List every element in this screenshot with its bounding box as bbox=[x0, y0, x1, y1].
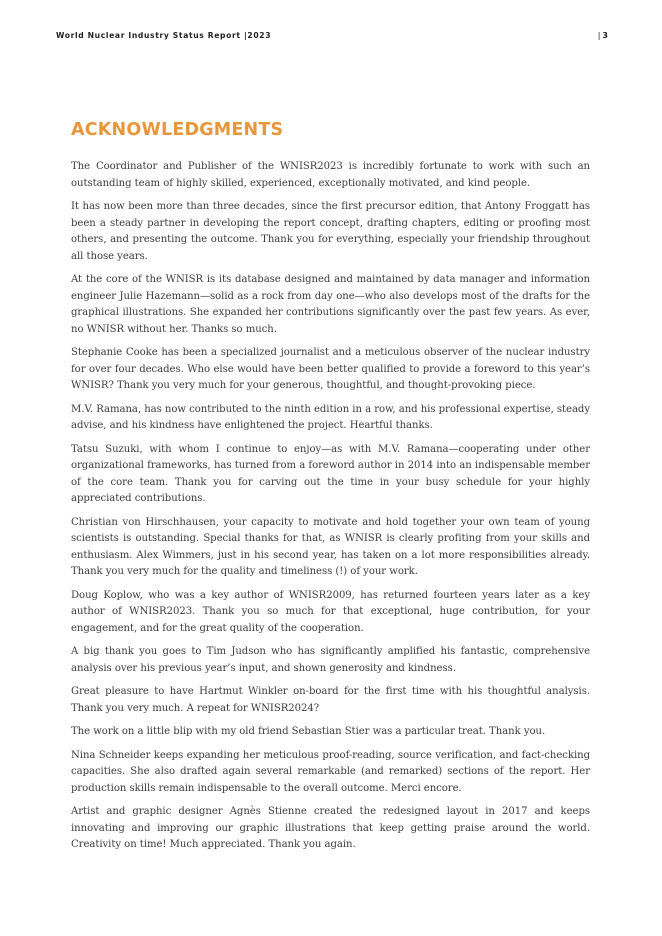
running-title: World Nuclear Industry Status Report |2023 bbox=[56, 30, 272, 40]
paragraph: Stephanie Cooke has been a specialized journalist and a meticulous observer of the nuclear industry for over four decades. Who else would have been better qualified to provide a foreword to this year’s WNISR? Thank you very much for your generous, thoughtful, and thought-provoking piece. bbox=[71, 347, 590, 391]
paragraph: A big thank you goes to Tim Judson who has significantly amplified his fantastic, comprehensive analysis over his previous year’s input, and shown generosity and kindness. bbox=[71, 646, 590, 674]
running-header bbox=[56, 28, 608, 42]
page-number: 3 bbox=[602, 30, 608, 40]
paragraph: It has now been more than three decades, since the first precursor edition, that Antony Froggatt has been a steady partner in developing the report concept, drafting chapters, editing or proofing most others, and presenting the outcome. Thank you for everything, especially your friendship throughout all those years. bbox=[71, 201, 590, 262]
paragraph: Doug Koplow, who was a key author of WNISR2009, has returned fourteen years later as a key author of WNISR2023. Thank you so much for that exceptional, huge contribution, for your engagement, and for the great quality of the cooperation. bbox=[71, 589, 590, 634]
acknowledgments-body bbox=[71, 159, 590, 861]
paragraph: Nina Schneider keeps expanding her meticulous proof-reading, source verification, and fact-checking capacities. She also drafted again several remarkable (and remarked) sections of the report. Her production skills remain indispensable to the overall outcome. Merci encore. bbox=[71, 749, 590, 794]
paragraph: Great pleasure to have Hartmut Winkler on-board for the first time with his thoughtful analysis. Thank you very much. A repeat for WNISR2024? bbox=[71, 686, 590, 714]
paragraph: The work on a little blip with my old friend Sebastian Stier was a particular treat. Thank you. bbox=[71, 726, 546, 737]
section-title: ACKNOWLEDGMENTS bbox=[71, 120, 284, 140]
page-number-block: | 3 bbox=[597, 30, 608, 40]
paragraph: Tatsu Suzuki, with whom I continue to enjoy—as with M.V. Ramana—cooperating under other organizational frameworks, has turned from a foreword author in 2014 into an indispensable member of the core team. Thank you for carving out the time in your busy schedule for your highly appreciated contributions. bbox=[71, 443, 590, 504]
paragraph: At the core of the WNISR is its database designed and maintained by data manager and information engineer Julie Hazemann—solid as a rock from day one—who also develops most of the drafts for the graphical illustrations. She expanded her contributions significantly over the past few years. As ever, no WNISR without her. Thanks so much. bbox=[71, 274, 590, 335]
paragraph: The Coordinator and Publisher of the WNISR2023 is incredibly fortunate to work with such an outstanding team of highly skilled, experienced, exceptionally motivated, and kind people. bbox=[71, 161, 590, 189]
paragraph: Christian von Hirschhausen, your capacity to motivate and hold together your own team of young scientists is outstanding. Special thanks for that, as WNISR is clearly profiting from your skills and enthusiasm. Alex Wimmers, just in his second year, has taken on a lot more responsibilities already. Thank you very much for the quality and timeliness (!) of your work. bbox=[71, 516, 590, 577]
paragraph: M.V. Ramana, has now contributed to the ninth edition in a row, and his professional expertise, steady advise, and his kindness have enlightened the project. Heartful thanks. bbox=[71, 403, 591, 431]
paragraph: Artist and graphic designer Agnès Stienne created the redesigned layout in 2017 and keeps innovating and improving our graphic illustrations that keep getting praise around the world. Creativity on time! Much appreciated. Thank you again. bbox=[71, 806, 590, 850]
